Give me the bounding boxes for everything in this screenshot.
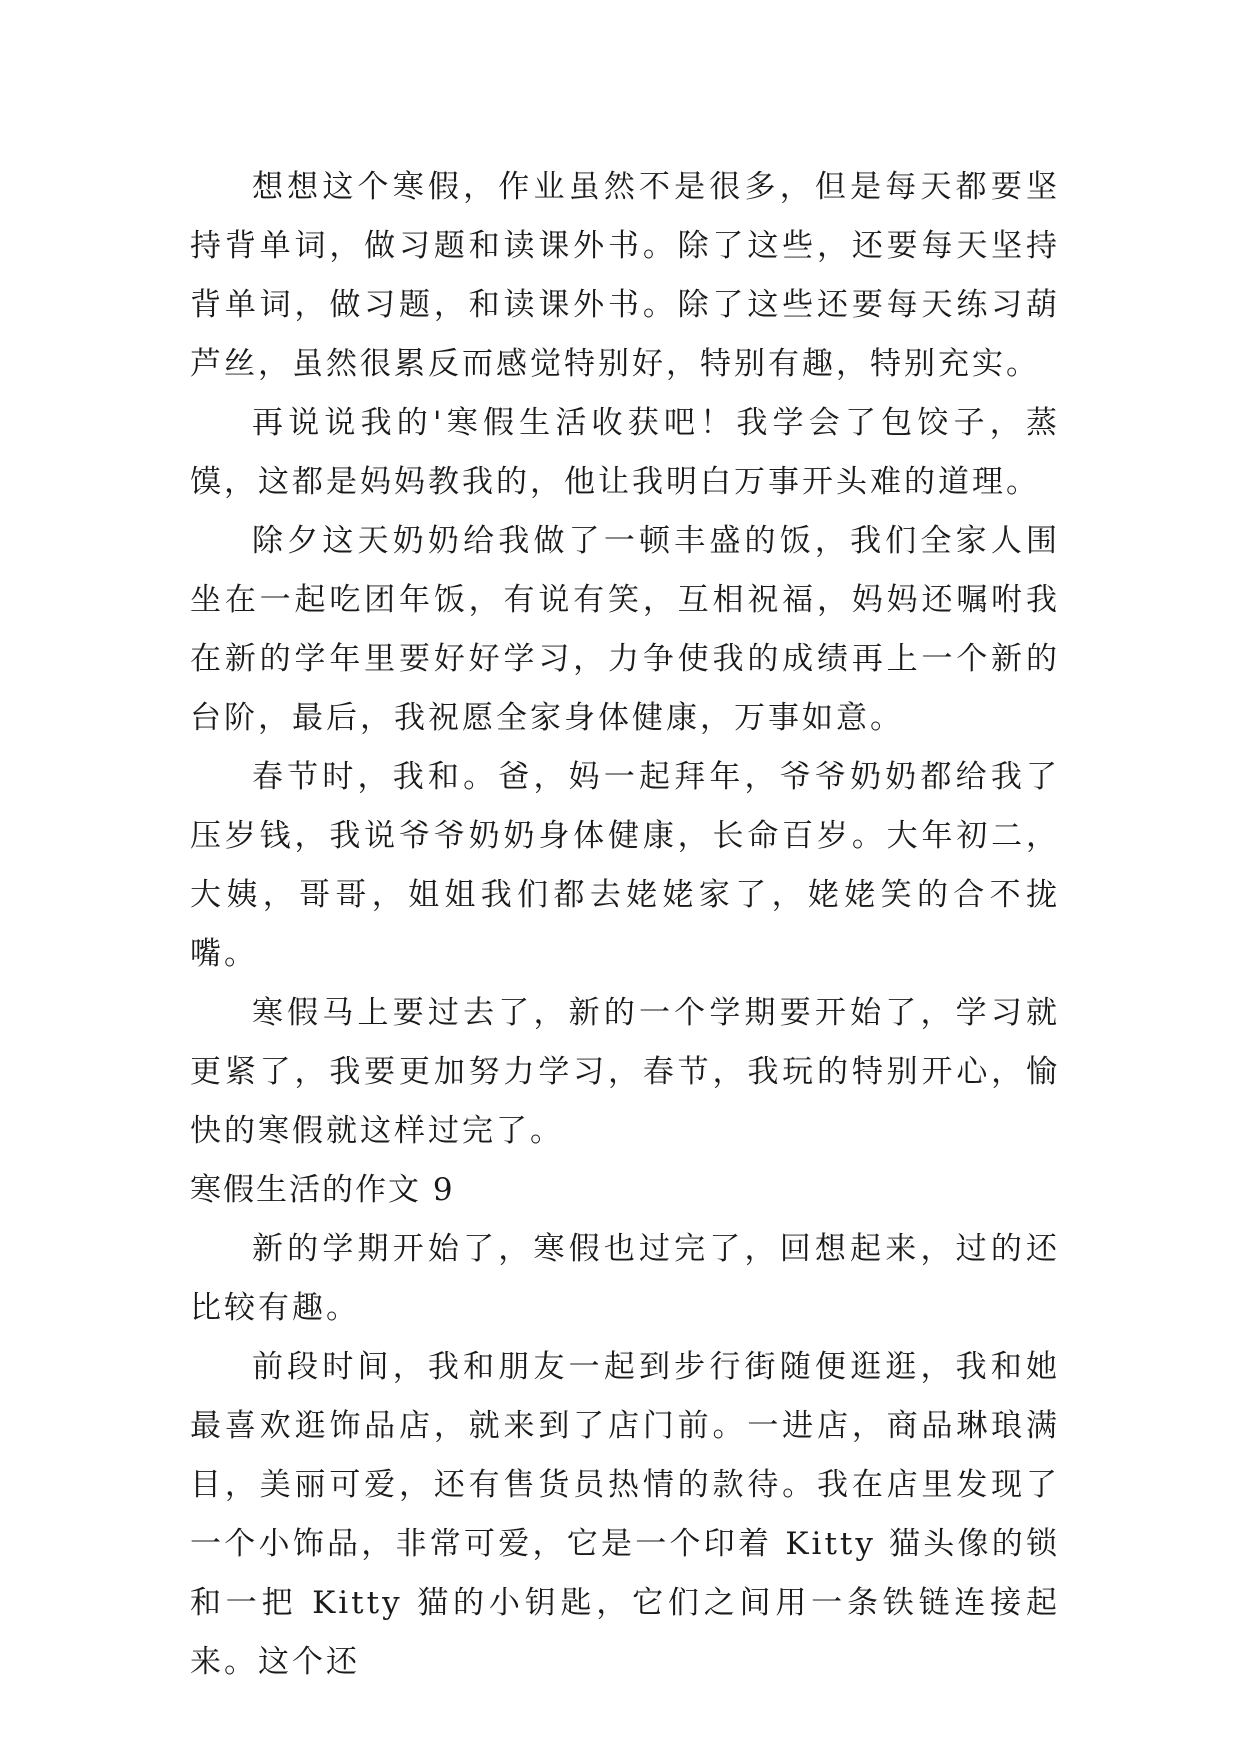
essay-heading: 寒假生活的作文 9: [190, 1172, 455, 1208]
document-page: [190, 158, 1060, 1692]
paragraph-new-semester: 新的学期开始了，寒假也过完了，回想起来，过的还比较有趣。: [190, 1231, 1060, 1326]
paragraph-harvest: 再说说我的'寒假生活收获吧！我学会了包饺子，蒸馍，这都是妈妈教我的，他让我明白万事开头难的道理。: [190, 405, 1060, 500]
paragraph-shopping: 前段时间，我和朋友一起到步行街随便逛逛，我和她最喜欢逛饰品店，就来到了店门前。一进店，商品琳琅满目，美丽可爱，还有售货员热情的款待。我在店里发现了一个小饰品，非常可爱，它是一个印着 Kitty 猫头像的锁和一把 Kitty 猫的小钥匙，它们之间用一条铁链连接起来。这个还: [190, 1349, 1060, 1680]
paragraph-spring-festival: 春节时，我和。爸，妈一起拜年，爷爷奶奶都给我了压岁钱，我说爷爷奶奶身体健康，长命百岁。大年初二，大姨，哥哥，姐姐我们都去姥姥家了，姥姥笑的合不拢嘴。: [190, 759, 1060, 972]
paragraph-homework: 想想这个寒假，作业虽然不是很多，但是每天都要坚持背单词，做习题和读课外书。除了这些，还要每天坚持背单词，做习题，和读课外书。除了这些还要每天练习葫芦丝，虽然很累反而感觉特别好，特别有趣，特别充实。: [190, 169, 1060, 382]
paragraph-holiday-end: 寒假马上要过去了，新的一个学期要开始了，学习就更紧了，我要更加努力学习，春节，我玩的特别开心，愉快的寒假就这样过完了。: [190, 995, 1060, 1149]
paragraph-new-years-eve: 除夕这天奶奶给我做了一顿丰盛的饭，我们全家人围坐在一起吃团年饭，有说有笑，互相祝福，妈妈还嘱咐我在新的学年里要好好学习，力争使我的成绩再上一个新的台阶，最后，我祝愿全家身体健康，万事如意。: [190, 523, 1060, 736]
